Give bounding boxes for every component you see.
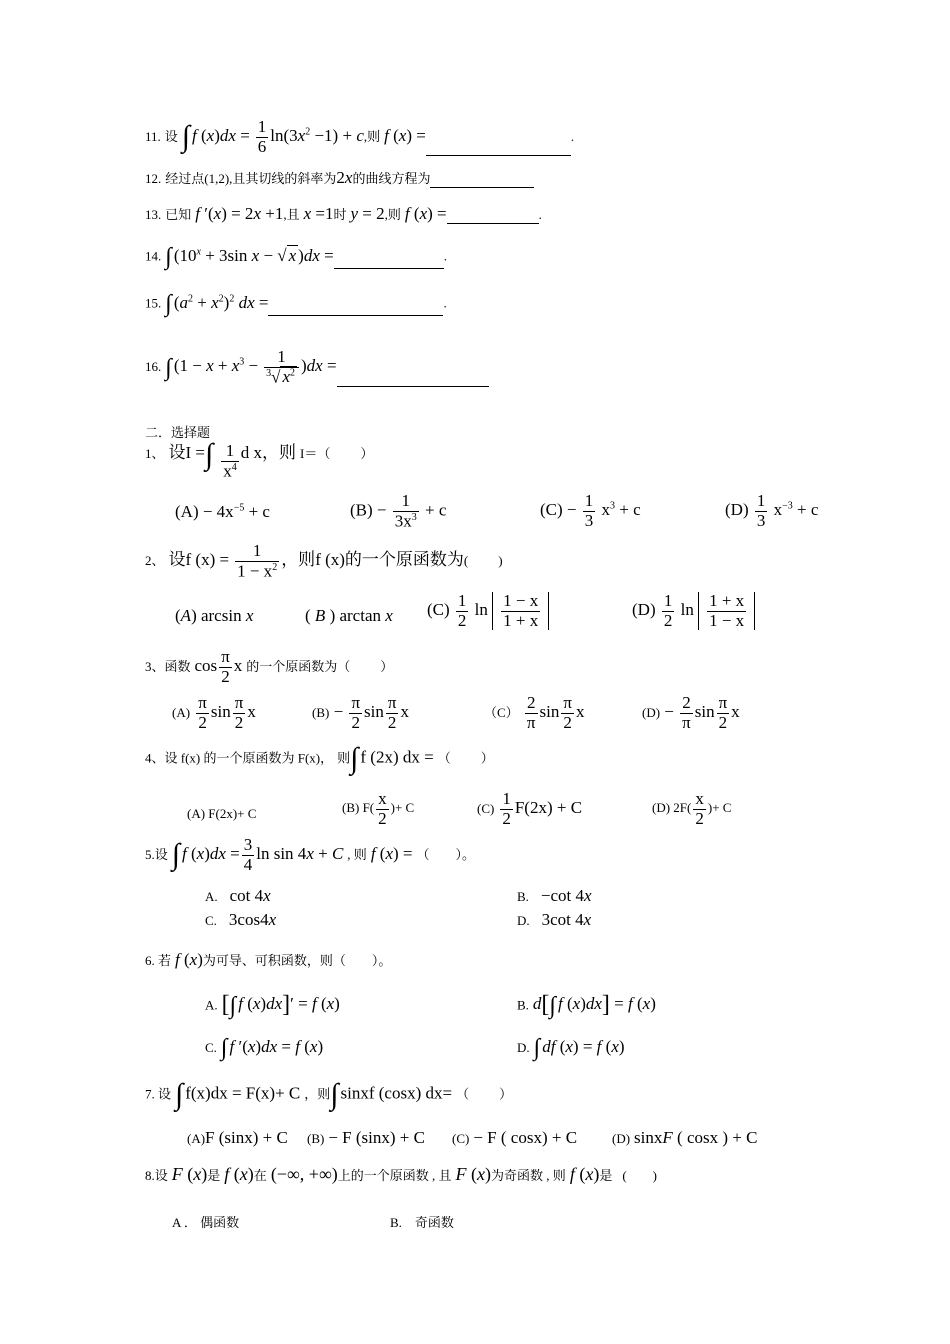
choice-8-option-b[interactable]: B. 奇函数 — [390, 1215, 454, 1230]
option-a[interactable]: $(A) - 4x^{-5} + c$ — [175, 502, 270, 521]
option-a[interactable]: (A) F(2x)+ C — [187, 806, 257, 821]
option-c[interactable]: （C） $\frac{2}{\pi}$ sin $\frac{\pi}{2}$ x — [484, 693, 585, 732]
choice-question-2: 2、 设f (x) = $\frac{1}{1 - x^2}$ ，则f (x)的一个原函数为( ) — [145, 541, 503, 581]
choice-question-6: 6. 若 f (x)为可导、可积函数，则（ ）。 — [145, 950, 392, 969]
answer-blank[interactable] — [268, 314, 443, 316]
option-b[interactable]: (B) − $\frac{1}{3x^3}$ + c — [350, 491, 447, 531]
option-b[interactable]: (B) F( $\frac{x}{2}$ )+ C — [342, 789, 415, 828]
answer-blank[interactable] — [426, 154, 571, 156]
option-a[interactable]: (A) $\frac{\pi}{2}$ sin $\frac{\pi}{2}$ x — [172, 693, 256, 732]
choice-8-option-a[interactable]: A ． 偶函数 — [172, 1215, 240, 1230]
option-b[interactable]: ( B ) arctan x — [305, 606, 393, 625]
option-d[interactable]: (D) 2F( $\frac{x}{2}$ )+ C — [652, 789, 732, 828]
choice-question-8: 8.设 F (x)是 f (x)在 (−∞, +∞)上的一个原函数 , 且 F (x)为奇函数 , 则 f (x)是 ( ) — [145, 1164, 658, 1184]
choice-question-7: 7. 设 ∫ f(x)dx = F(x)+ C ，则∫ sinxf (cosx) dx= （ ） — [145, 1078, 513, 1111]
choice-5-option-b[interactable]: B. −cot 4x — [517, 886, 592, 905]
option-b[interactable]: (B) − F (sinx) + C — [307, 1128, 425, 1147]
choice-6-option-b[interactable]: B. d[∫ f (x)dx] = f (x) — [517, 992, 656, 1019]
question-13: 13. 已知 f ′(x) = 2x +1,且 x =1时 y = 2,则 f (x) = . — [145, 204, 542, 223]
question-14: 14. ∫ ($10^x + 3\sin$ x − √ x )dx = . — [145, 244, 447, 270]
choice-6-option-a[interactable]: A. [∫ f (x)dx]′ = f (x) — [205, 992, 340, 1019]
option-a[interactable]: (A) arcsin x — [175, 606, 254, 625]
option-c[interactable]: (C) $\frac{1}{2}$ F(2x) + C — [477, 789, 583, 828]
question-11: 11. 设 ∫ f (x)dx = $\frac{1}{6}$ $\ln(3x^2 -1) + c$,则 f (x) = . — [145, 117, 575, 156]
option-c[interactable]: (C) − $\frac{1}{3}$ $x^3 + c$ — [540, 491, 641, 530]
choice-6-option-c[interactable]: C. ∫ f ′(x)dx = f (x) — [205, 1035, 324, 1061]
choice-6-option-d[interactable]: D. ∫ df (x) = f (x) — [517, 1035, 625, 1061]
question-12: 12. 经过点(1,2),且其切线的斜率为2x的曲线方程为 — [145, 168, 534, 188]
question-15: 15. ∫ $(a^2 + x^2)^2$ dx = . — [145, 291, 447, 317]
section-title: 二．选择题 — [145, 425, 211, 440]
option-a[interactable]: (A)F (sinx) + C — [187, 1128, 288, 1147]
choice-question-5: 5.设 ∫ f (x)dx = $\frac{3}{4}$ ln sin 4x + C , 则 f (x) = （ ）。 — [145, 835, 476, 874]
choice-5-option-a[interactable]: A. cot 4x — [205, 886, 271, 905]
choice-question-1: 1、 设I =∫ $\frac{1}{x^4}$ d x，则 I＝（ ） — [145, 437, 374, 481]
option-b[interactable]: (B) − $\frac{\pi}{2}$ sin $\frac{\pi}{2}$ x — [312, 693, 409, 732]
choice-5-option-c[interactable]: C. 3cos4x — [205, 910, 277, 929]
answer-blank[interactable] — [334, 267, 444, 269]
answer-blank[interactable] — [430, 186, 534, 188]
option-d[interactable]: (D) − $\frac{2}{\pi}$ sin $\frac{\pi}{2}$ x — [642, 693, 740, 732]
answer-blank[interactable] — [447, 222, 539, 224]
answer-blank[interactable] — [337, 385, 489, 387]
question-16: 16. ∫ ($1 - x + x^3$ − $\frac{1}{^3√ x^2}$ )dx = — [145, 348, 489, 387]
choice-5-option-d[interactable]: D. 3cot 4x — [517, 910, 592, 929]
option-c[interactable]: (C) − F ( cosx) + C — [452, 1128, 578, 1147]
option-d[interactable]: (D) $\frac{1}{3}$ $x^{-3} + c$ — [725, 491, 819, 530]
option-d[interactable]: (D) sinxF ( cosx ) + C — [612, 1128, 758, 1147]
option-d[interactable]: (D) $\frac{1}{2}$ ln $\frac{1 + x}{1 - x}$ — [632, 592, 755, 630]
choice-question-4: 4、设 f(x) 的一个原函数为 F(x)， 则∫ f (2x) dx = （ ） — [145, 742, 494, 775]
option-c[interactable]: (C) $\frac{1}{2}$ ln $\frac{1 - x}{1 + x}$ — [427, 592, 549, 630]
choice-question-3: 3、函数 cos $\frac{\pi}{2}$ x 的一个原函数为（ ） — [145, 647, 394, 686]
